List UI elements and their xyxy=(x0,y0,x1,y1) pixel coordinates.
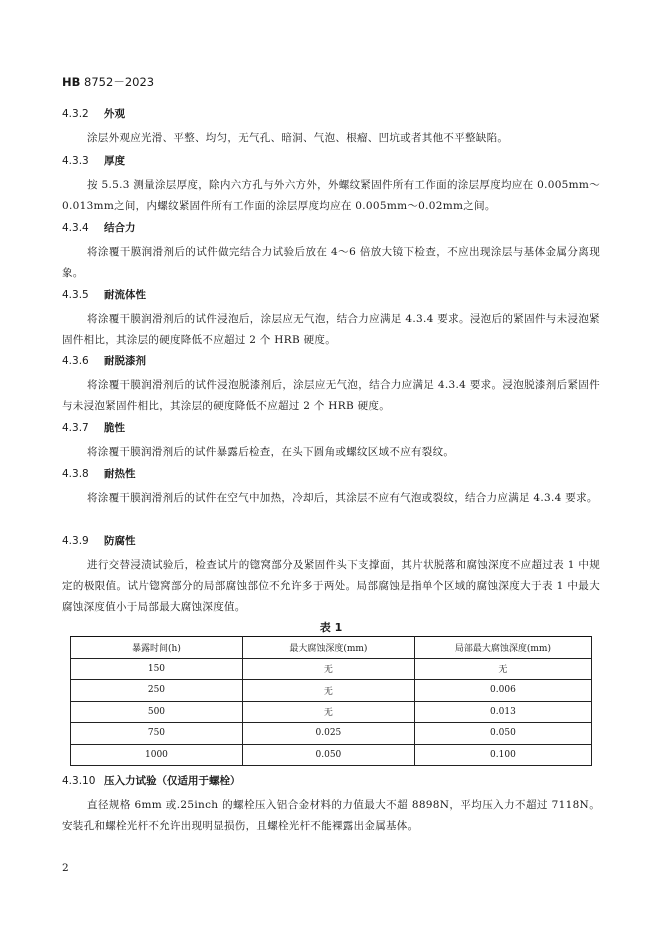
section-body: 将涂覆干膜润滑剂后的试件暴露后检查，在头下圆角或螺纹区域不应有裂纹。 xyxy=(87,446,455,458)
section-4-3-5 xyxy=(62,285,600,351)
corrosion-limits-table xyxy=(70,636,592,766)
section-number: 4.3.9 xyxy=(62,535,89,547)
section-4-3-10 xyxy=(62,771,600,837)
table-cell: 0.100 xyxy=(414,744,591,766)
section-title: 耐脱漆剂 xyxy=(104,355,146,367)
section-body: 将涂覆干膜润滑剂后的试件在空气中加热，冷却后，其涂层不应有气泡或裂纹，结合力应满足 4.3.4 要求。 xyxy=(87,492,598,504)
table-row xyxy=(71,680,592,702)
section-title: 结合力 xyxy=(104,222,136,234)
table-cell: 无 xyxy=(242,701,414,723)
table-cell: 无 xyxy=(242,658,414,680)
section-title: 耐流体性 xyxy=(104,289,146,301)
section-title: 厚度 xyxy=(104,155,125,167)
column-header: 最大腐蚀深度(mm) xyxy=(242,637,414,659)
table-caption: 表 1 xyxy=(319,621,343,634)
section-number: 4.3.7 xyxy=(62,422,89,434)
section-number: 4.3.5 xyxy=(62,289,89,301)
table-cell: 0.050 xyxy=(242,744,414,766)
table-row xyxy=(71,658,592,680)
section-body: 直径规格 6mm 或.25inch 的螺栓压入铝合金材料的力值最大不超 8898N，平均压入力不超过 7118N。安装孔和螺栓光杆不允许出现明显损伤，且螺栓光杆不能裸露出金属基体。 xyxy=(62,799,600,832)
section-number: 4.3.10 xyxy=(62,775,96,787)
column-header: 局部最大腐蚀深度(mm) xyxy=(414,637,591,659)
section-number: 4.3.2 xyxy=(62,108,89,120)
table-row xyxy=(71,744,592,766)
section-body: 涂层外观应光滑、平整、均匀，无气孔、暗洞、气泡、根瘤、凹坑或者其他不平整缺陷。 xyxy=(87,132,509,144)
section-body: 将涂覆干膜润滑剂后的试件浸泡脱漆剂后，涂层应无气泡，结合力应满足 4.3.4 要求。浸泡脱漆剂后紧固件与未浸泡紧固件相比，其涂层的硬度降低不应超过 2 个 HRB 硬度。 xyxy=(62,379,600,412)
table-row xyxy=(71,701,592,723)
document-header xyxy=(62,74,154,90)
section-number: 4.3.4 xyxy=(62,222,89,234)
table-cell: 无 xyxy=(242,680,414,702)
section-number: 4.3.8 xyxy=(62,468,89,480)
table-cell: 0.006 xyxy=(414,680,591,702)
page-number: 2 xyxy=(62,862,69,874)
standard-code: HB xyxy=(62,75,81,89)
section-title: 脆性 xyxy=(104,422,125,434)
table-cell: 150 xyxy=(71,658,243,680)
table-cell: 0.050 xyxy=(414,723,591,745)
section-number: 4.3.3 xyxy=(62,155,89,167)
section-title: 耐热性 xyxy=(104,468,136,480)
section-4-3-7 xyxy=(62,418,600,463)
table-row xyxy=(71,723,592,745)
standard-number: 8752－2023 xyxy=(84,75,155,89)
section-number: 4.3.6 xyxy=(62,355,89,367)
column-header: 暴露时间(h) xyxy=(71,637,243,659)
table-cell: 0.025 xyxy=(242,723,414,745)
section-4-3-6 xyxy=(62,351,600,417)
section-title: 外观 xyxy=(104,108,125,120)
section-4-3-2 xyxy=(62,104,600,149)
section-title: 压入力试验（仅适用于螺栓） xyxy=(104,775,241,787)
section-body: 进行交替浸渍试验后，检查试片的锪窝部分及紧固件头下支撑面，其片状脱落和腐蚀深度不应超过表 1 中规定的极限值。试片锪窝部分的局部腐蚀部位不允许多于两处。局部腐蚀是指单个区域的腐蚀深度大于表 1 中最大腐蚀深度值小于局部最大腐蚀深度值。 xyxy=(62,559,600,613)
table-cell: 750 xyxy=(71,723,243,745)
table-cell: 0.013 xyxy=(414,701,591,723)
section-body: 按 5.5.3 测量涂层厚度，除内六方孔与外六方外，外螺纹紧固件所有工作面的涂层厚度均应在 0.005mm～0.013mm之间，内螺纹紧固件所有工作面的涂层厚度均应在 0.005mm～0.02mm之间。 xyxy=(62,179,600,212)
table-cell: 500 xyxy=(71,701,243,723)
section-body: 将涂覆干膜润滑剂后的试件浸泡后，涂层应无气泡，结合力应满足 4.3.4 要求。浸泡后的紧固件与未浸泡紧固件相比，其涂层的硬度降低不应超过 2 个 HRB 硬度。 xyxy=(62,313,600,346)
section-title: 防腐性 xyxy=(104,535,136,547)
section-4-3-9 xyxy=(62,531,600,618)
section-body: 将涂覆干膜润滑剂后的试件做完结合力试验后放在 4～6 倍放大镜下检查，不应出现涂层与基体金属分离现象。 xyxy=(62,246,600,279)
section-4-3-4 xyxy=(62,218,600,284)
table-cell: 250 xyxy=(71,680,243,702)
table-header-row xyxy=(71,637,592,659)
section-4-3-8 xyxy=(62,464,600,509)
table-cell: 1000 xyxy=(71,744,243,766)
table-cell: 无 xyxy=(414,658,591,680)
section-4-3-3 xyxy=(62,151,600,217)
